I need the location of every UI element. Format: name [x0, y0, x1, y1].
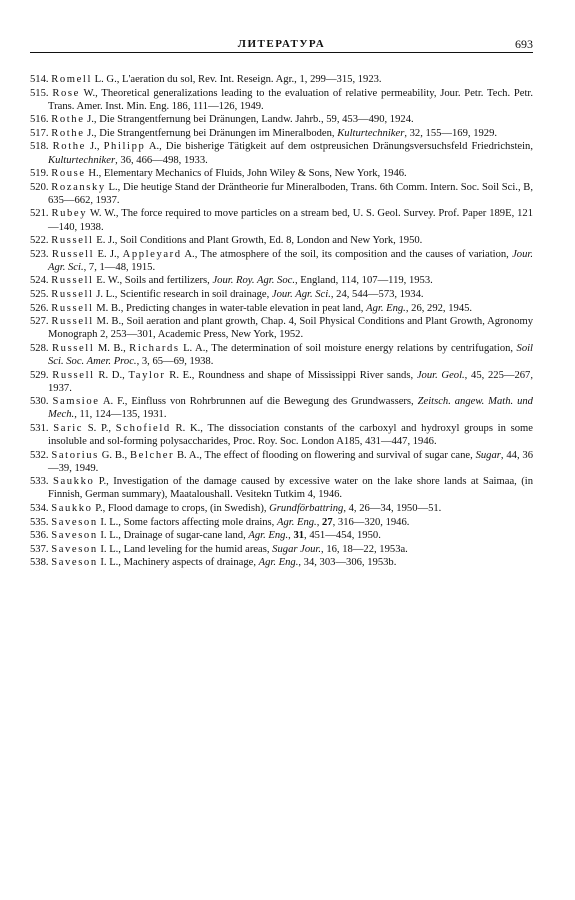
reference-number: 536.: [30, 530, 49, 542]
reference-entry: [30, 529, 533, 542]
reference-text: E. J., Soil Conditions and Plant Growth, Ed. 8, London and New York, 1950.: [93, 235, 423, 247]
journal-title: Agr. Eng.: [276, 516, 317, 528]
coauthor-name: Belcher: [130, 449, 175, 461]
reference-text: , 316—320, 1946.: [332, 516, 410, 528]
reference-author: Russell: [52, 369, 95, 381]
reference-entry: [30, 556, 533, 569]
reference-text: W. W., The force required to move particles on a stream bed, U. S. Geol. Survey. Prof. Paper 189E, 121—140, 1938.: [48, 208, 534, 233]
reference-entry: [30, 449, 533, 475]
coauthor-name: Schofield: [115, 422, 171, 434]
reference-text: H., Elementary Mechanics of Fluids, John Wiley & Sons, New York, 1946.: [85, 168, 407, 180]
reference-author: Russell: [52, 342, 95, 354]
reference-author: Romell: [51, 74, 92, 85]
reference-author: Rouse: [51, 168, 86, 180]
reference-author: Rothe: [51, 127, 85, 139]
reference-entry: [30, 315, 533, 341]
reference-number: 535.: [30, 516, 49, 528]
reference-text: L. G., L'aeration du sol, Rev. Int. Reseign. Agr., 1, 299—315, 1923.: [92, 74, 382, 85]
reference-text: M. B., Predicting changes in water-table elevation in peat land,: [93, 302, 367, 314]
reference-number: 521.: [30, 208, 49, 220]
reference-entry: [30, 288, 533, 301]
reference-text: I. L., Land leveling for the humid areas,: [97, 543, 273, 555]
reference-author: Rose: [52, 87, 80, 99]
reference-list: [30, 73, 533, 569]
reference-entry: [30, 502, 533, 515]
volume-number: 27: [322, 516, 333, 528]
reference-number: 534.: [30, 503, 49, 514]
reference-entry: [30, 302, 533, 315]
reference-text: M. B., Soil aeration and plant growth, Chap. 4, Soil Physical Conditions and Plant Growth, Agronomy Monograph 2, 253—301, Academic Press, New York, 1952.: [48, 316, 533, 341]
running-header: [30, 0, 533, 53]
reference-author: Saveson: [51, 516, 98, 528]
reference-entry: [30, 207, 533, 233]
reference-text: P., Flood damage to crops, (in Swedish),: [92, 503, 270, 514]
reference-text: , 11, 124—135, 1931.: [74, 409, 167, 421]
reference-text: E. J.,: [94, 248, 123, 260]
reference-entry: [30, 516, 533, 529]
reference-text: , 34, 303—306, 1953b.: [298, 557, 397, 569]
reference-author: Russell: [51, 248, 95, 260]
reference-entry: [30, 422, 533, 448]
reference-entry: [30, 234, 533, 247]
reference-entry: [30, 395, 533, 421]
reference-author: Russell: [51, 289, 94, 300]
reference-text: , 7, 1—48, 1915.: [83, 261, 156, 273]
reference-text: , 36, 466—498, 1933.: [115, 154, 208, 166]
reference-author: Saveson: [51, 530, 98, 542]
reference-entry: [30, 248, 533, 274]
journal-title: Jour. Agr. Sci.: [271, 289, 331, 300]
reference-number: 531.: [30, 422, 49, 434]
reference-entry: [30, 274, 533, 287]
reference-number: 525.: [30, 289, 49, 300]
reference-text: , 45, 225—267, 1937.: [48, 369, 533, 394]
reference-number: 524.: [30, 275, 49, 287]
reference-entry: [30, 167, 533, 180]
reference-author: Rubey: [51, 208, 88, 220]
reference-text: L. A., The determination of soil moisture energy relations by centrifugation,: [179, 342, 517, 354]
reference-author: Russell: [51, 275, 94, 287]
reference-text: I. L., Machinery aspects of drainage,: [97, 557, 259, 569]
reference-author: Saukko: [51, 503, 93, 514]
reference-text: E. W., Soils and fertilizers,: [93, 275, 213, 287]
reference-text: L., Die heutige Stand der Dräntheorie fur Mineralboden, Trans. 6th Comm. Intern. Soc. Soil Sci., B, 635—662, 1937.: [48, 181, 533, 206]
reference-number: 523.: [30, 248, 49, 260]
reference-number: 522.: [30, 235, 49, 247]
reference-author: Saukko: [52, 476, 95, 488]
journal-title: Kulturtechniker: [337, 127, 405, 139]
reference-text: J., Die Strangentfernung bei Dränungen im Mineralboden,: [84, 127, 338, 139]
reference-text: , England, 114, 107—119, 1953.: [294, 275, 433, 287]
reference-entry: [30, 475, 533, 501]
coauthor-name: Appleyard: [122, 248, 182, 260]
reference-number: 515.: [30, 87, 49, 99]
journal-title: Sugar Jour.: [272, 543, 322, 555]
reference-author: Saveson: [51, 543, 98, 555]
reference-text: , 4, 26—34, 1950—51.: [343, 503, 442, 514]
reference-text: W., Theoretical generalizations leading to the evaluation of relative permeability, Jour. Petr. Tech. Petr. Trans. Amer. Inst. Min. Eng. 186, 111—126, 1949.: [48, 87, 533, 112]
reference-entry: [30, 87, 533, 113]
reference-number: 529.: [30, 369, 49, 381]
reference-entry: [30, 543, 533, 556]
journal-title: Grundförbattring: [269, 503, 344, 514]
journal-title: Jour. Geol.: [416, 369, 465, 381]
reference-text: B. A., The effect of flooding on flowering and survival of sugar cane,: [174, 449, 476, 461]
reference-author: Russell: [51, 316, 94, 328]
reference-number: 526.: [30, 302, 49, 314]
reference-number: 533.: [30, 476, 49, 488]
journal-title: Jour. Roy. Agr. Soc.: [212, 275, 295, 287]
reference-text: , 32, 155—169, 1929.: [404, 127, 498, 139]
reference-text: , 44, 36—39, 1949.: [48, 449, 534, 474]
coauthor-name: Taylor: [128, 369, 166, 381]
reference-number: 528.: [30, 342, 49, 354]
coauthor-name: Richards: [129, 342, 180, 354]
reference-text: R. K., The dissociation constants of the carboxyl and hydroxyl groups in some insoluble and sol-forming polysaccharides, Proc. Roy. Soc. London A185, 431—447, 1946.: [48, 422, 534, 448]
reference-text: ,: [288, 530, 294, 542]
reference-text: I. L., Drainage of sugar-cane land,: [97, 530, 249, 542]
reference-text: , 26, 292, 1945.: [405, 302, 473, 314]
reference-text: J. L., Scientific research in soil drainage,: [93, 289, 272, 300]
reference-number: 514.: [30, 74, 49, 85]
reference-number: 530.: [30, 396, 49, 408]
reference-number: 532.: [30, 449, 49, 461]
coauthor-name: Philipp: [103, 141, 146, 153]
journal-title: Soil Sci. Soc. Amer. Proc.: [48, 342, 533, 367]
reference-text: R. E., Roundness and shape of Mississippi River sands,: [165, 369, 417, 381]
reference-author: Rothe: [51, 114, 85, 126]
reference-entry: [30, 113, 533, 126]
reference-text: I. L., Some factors affecting mole drains,: [97, 516, 277, 528]
reference-text: M. B.,: [94, 342, 130, 354]
journal-title: Agr. Eng.: [366, 302, 406, 314]
reference-author: Saveson: [51, 557, 98, 569]
reference-number: 537.: [30, 543, 49, 555]
journal-title: Agr. Eng.: [258, 557, 299, 569]
page-number: 693: [515, 37, 533, 51]
reference-text: A., Die bisherige Tätigkeit auf dem ostpreusichen Dränungsversuchsfeld Friedrichstein,: [145, 141, 533, 153]
reference-author: Rozansky: [51, 181, 106, 193]
journal-title: Zeitsch. angew. Math. und Mech.: [48, 396, 533, 421]
reference-text: J.,: [85, 141, 104, 153]
reference-entry: [30, 181, 533, 207]
reference-entry: [30, 342, 533, 368]
reference-entry: [30, 127, 533, 140]
reference-author: Satorius: [51, 449, 99, 461]
reference-text: R. D.,: [94, 369, 129, 381]
reference-text: , 451—454, 1950.: [304, 530, 381, 542]
journal-title: Jour. Agr. Sci.: [48, 248, 534, 273]
journal-title: Sugar: [475, 449, 501, 461]
reference-number: 516.: [30, 114, 49, 126]
reference-text: J., Die Strangentfernung bei Dränungen, Landw. Jahrb., 59, 453—490, 1924.: [84, 114, 414, 126]
reference-text: , 16, 18—22, 1953a.: [321, 543, 408, 555]
reference-text: , 24, 544—573, 1934.: [330, 289, 424, 300]
reference-author: Rothe: [52, 141, 86, 153]
reference-number: 527.: [30, 316, 49, 328]
reference-text: S. P.,: [83, 422, 116, 434]
reference-number: 520.: [30, 181, 49, 193]
reference-text: A., The atmosphere of the soil, its composition and the causes of variation,: [181, 248, 513, 260]
reference-number: 538.: [30, 557, 49, 569]
reference-number: 517.: [30, 127, 49, 139]
reference-number: 518.: [30, 141, 49, 153]
journal-title: Kulturtechniker: [48, 154, 116, 166]
reference-text: G. B.,: [98, 449, 131, 461]
volume-number: 31: [293, 530, 305, 542]
reference-entry: [30, 369, 533, 395]
page-header-title: ЛИТЕРАТУРА: [237, 38, 326, 50]
reference-text: ,: [316, 516, 323, 528]
reference-text: A. F., Einfluss von Rohrbrunnen auf die Bewegung des Grundwassers,: [99, 396, 418, 408]
journal-title: Agr. Eng.: [248, 530, 289, 542]
reference-entry: [30, 73, 533, 86]
reference-author: Russell: [51, 235, 94, 247]
reference-author: Saric: [53, 422, 84, 434]
reference-entry: [30, 140, 533, 166]
reference-number: 519.: [30, 168, 49, 180]
reference-text: P., Investigation of the damage caused by excessive water on the lake shore lands at Saimaa, (in Finnish, German summary), Maataloushall. Vesitekn Tutkim 4, 1946.: [48, 476, 533, 501]
reference-author: Samsioe: [52, 396, 100, 408]
reference-author: Russell: [51, 302, 94, 314]
reference-text: , 3, 65—69, 1938.: [136, 355, 214, 367]
